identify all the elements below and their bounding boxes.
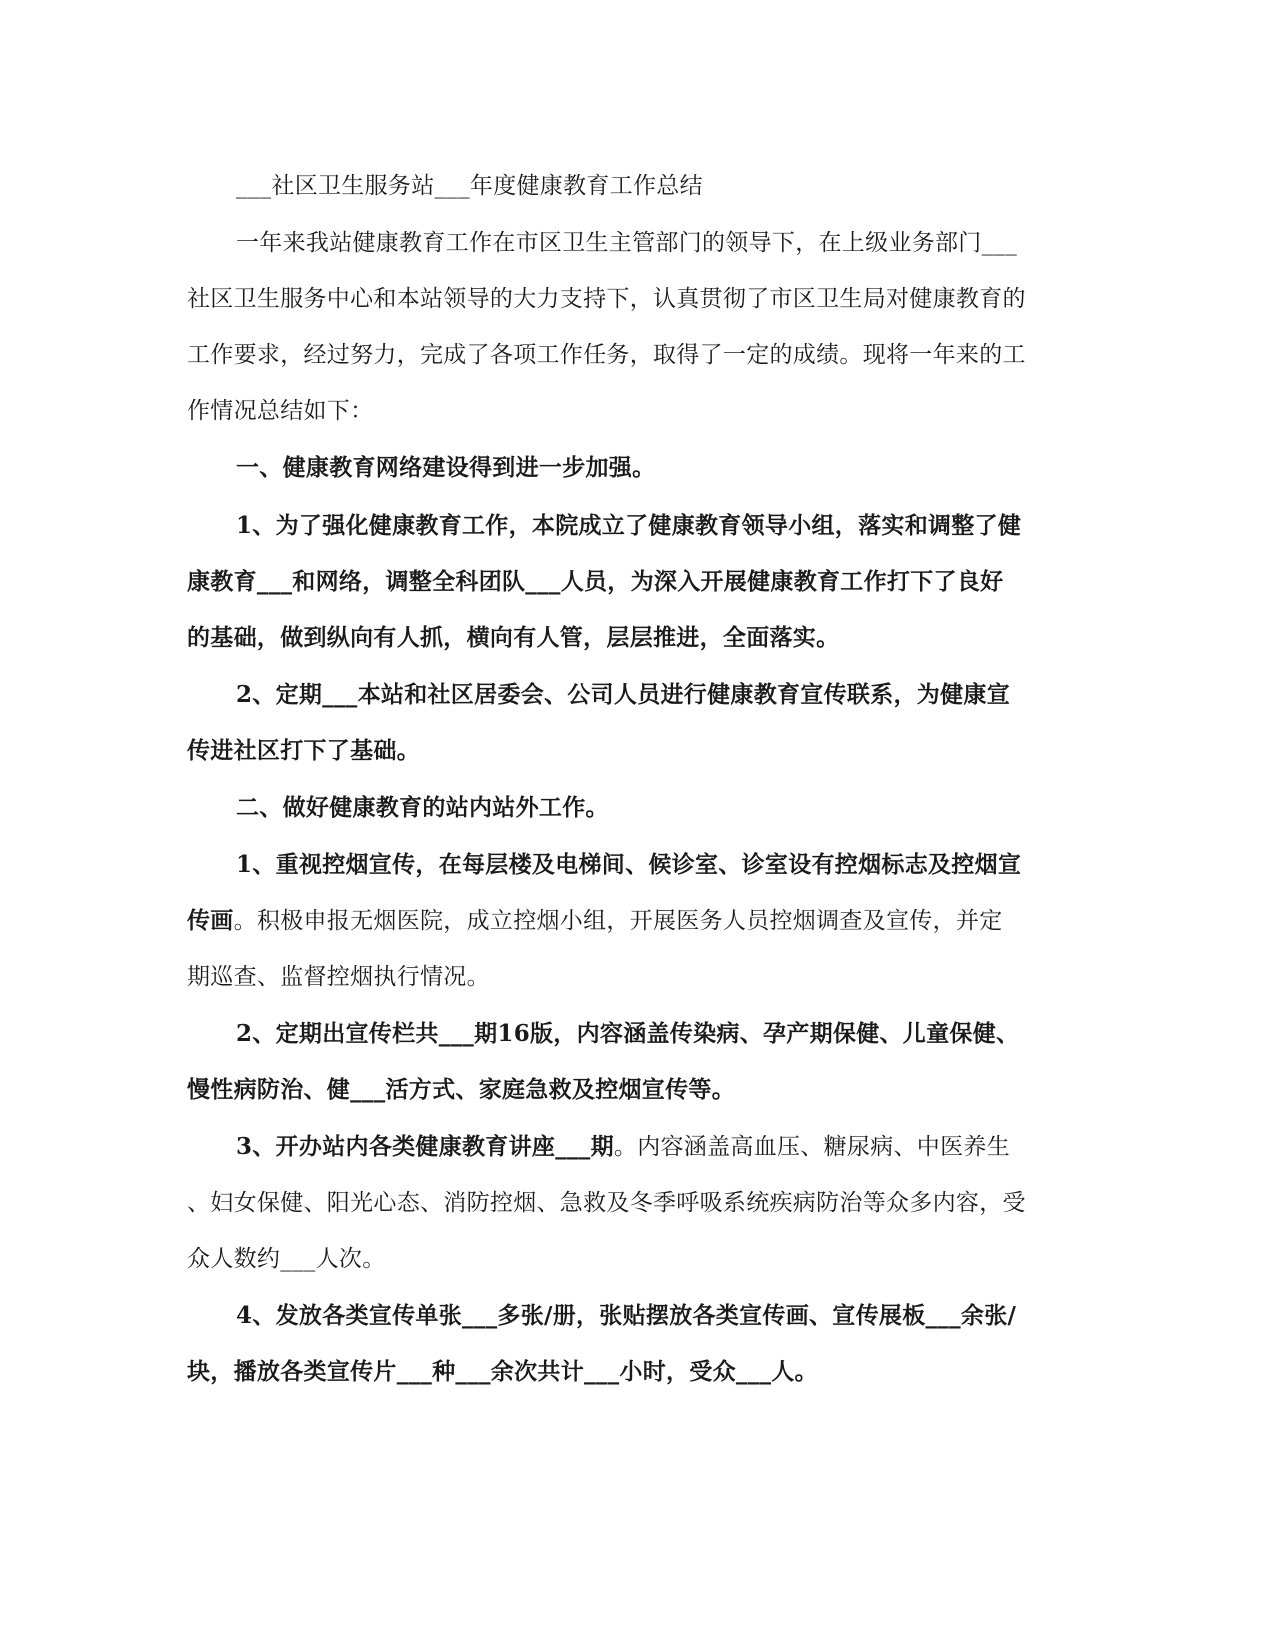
section-2-item-1-line-3: 期巡查、监督控烟执行情况。 (187, 964, 490, 990)
intro-line-3: 工作要求，经过努力，完成了各项工作任务，取得了一定的成绩。现将一年来的工 (187, 342, 1026, 368)
section-2-item-3-line-3: 众人数约___人次。 (187, 1246, 386, 1272)
section-2-item-1-line-2-rest: 。积极申报无烟医院，成立控烟小组，开展医务人员控烟调查及宣传，并定 (233, 908, 1003, 934)
section-2-item-2-line-2: 慢性病防治、健___活方式、家庭急救及控烟宣传等。 (187, 1076, 735, 1103)
section-2-item-3-line-2: 、妇女保健、阳光心态、消防控烟、急救及冬季呼吸系统疾病防治等众多内容，受 (187, 1190, 1026, 1216)
section-2-item-1-line-1: 1、重视控烟宣传，在每层楼及电梯间、候诊室、诊室设有控烟标志及控烟宣 (236, 851, 1022, 878)
section-1-heading: 一、健康教育网络建设得到进一步加强。 (236, 454, 656, 481)
document-title: ___社区卫生服务站___年度健康教育工作总结 (236, 173, 703, 199)
section-2-item-1-line-2-bold: 传画 (187, 907, 234, 934)
intro-line-4: 作情况总结如下： (187, 398, 374, 424)
section-2-heading: 二、做好健康教育的站内站外工作。 (236, 794, 609, 821)
section-2-item-3-line-1-bold: 3、开办站内各类健康教育讲座___期 (236, 1133, 614, 1160)
section-1-item-1-line-1: 1、为了强化健康教育工作，本院成立了健康教育领导小组，落实和调整了健 (236, 512, 1022, 539)
section-1-item-2-line-2: 传进社区打下了基础。 (187, 737, 420, 764)
section-1-item-1-line-3: 的基础，做到纵向有人抓，横向有人管，层层推进，全面落实。 (187, 624, 840, 651)
section-2-item-4-line-1: 4、发放各类宣传单张___多张/册，张贴摆放各类宣传画、宣传展板___余张/ (236, 1302, 1017, 1329)
section-1-item-2-line-1: 2、定期___本站和社区居委会、公司人员进行健康教育宣传联系，为健康宣 (236, 681, 1011, 708)
section-2-item-4-line-2: 块，播放各类宣传片___种___余次共计___小时，受众___人。 (187, 1358, 818, 1385)
section-2-item-3-line-1-rest: 。内容涵盖高血压、糖尿病、中医养生 (613, 1134, 1011, 1160)
intro-line-1: 一年来我站健康教育工作在市区卫生主管部门的领导下，在上级业务部门___ (236, 230, 1017, 256)
section-2-item-3-line-1 (236, 1132, 1010, 1162)
intro-line-2: 社区卫生服务中心和本站领导的大力支持下，认真贯彻了市区卫生局对健康教育的 (187, 286, 1026, 312)
section-1-item-1-line-2: 康教育___和网络，调整全科团队___人员，为深入开展健康教育工作打下了良好 (187, 568, 1004, 595)
section-2-item-2-line-1: 2、定期出宣传栏共___期16版，内容涵盖传染病、孕产期保健、儿童保健、 (236, 1020, 1020, 1047)
section-2-item-1-line-2 (187, 906, 1003, 936)
